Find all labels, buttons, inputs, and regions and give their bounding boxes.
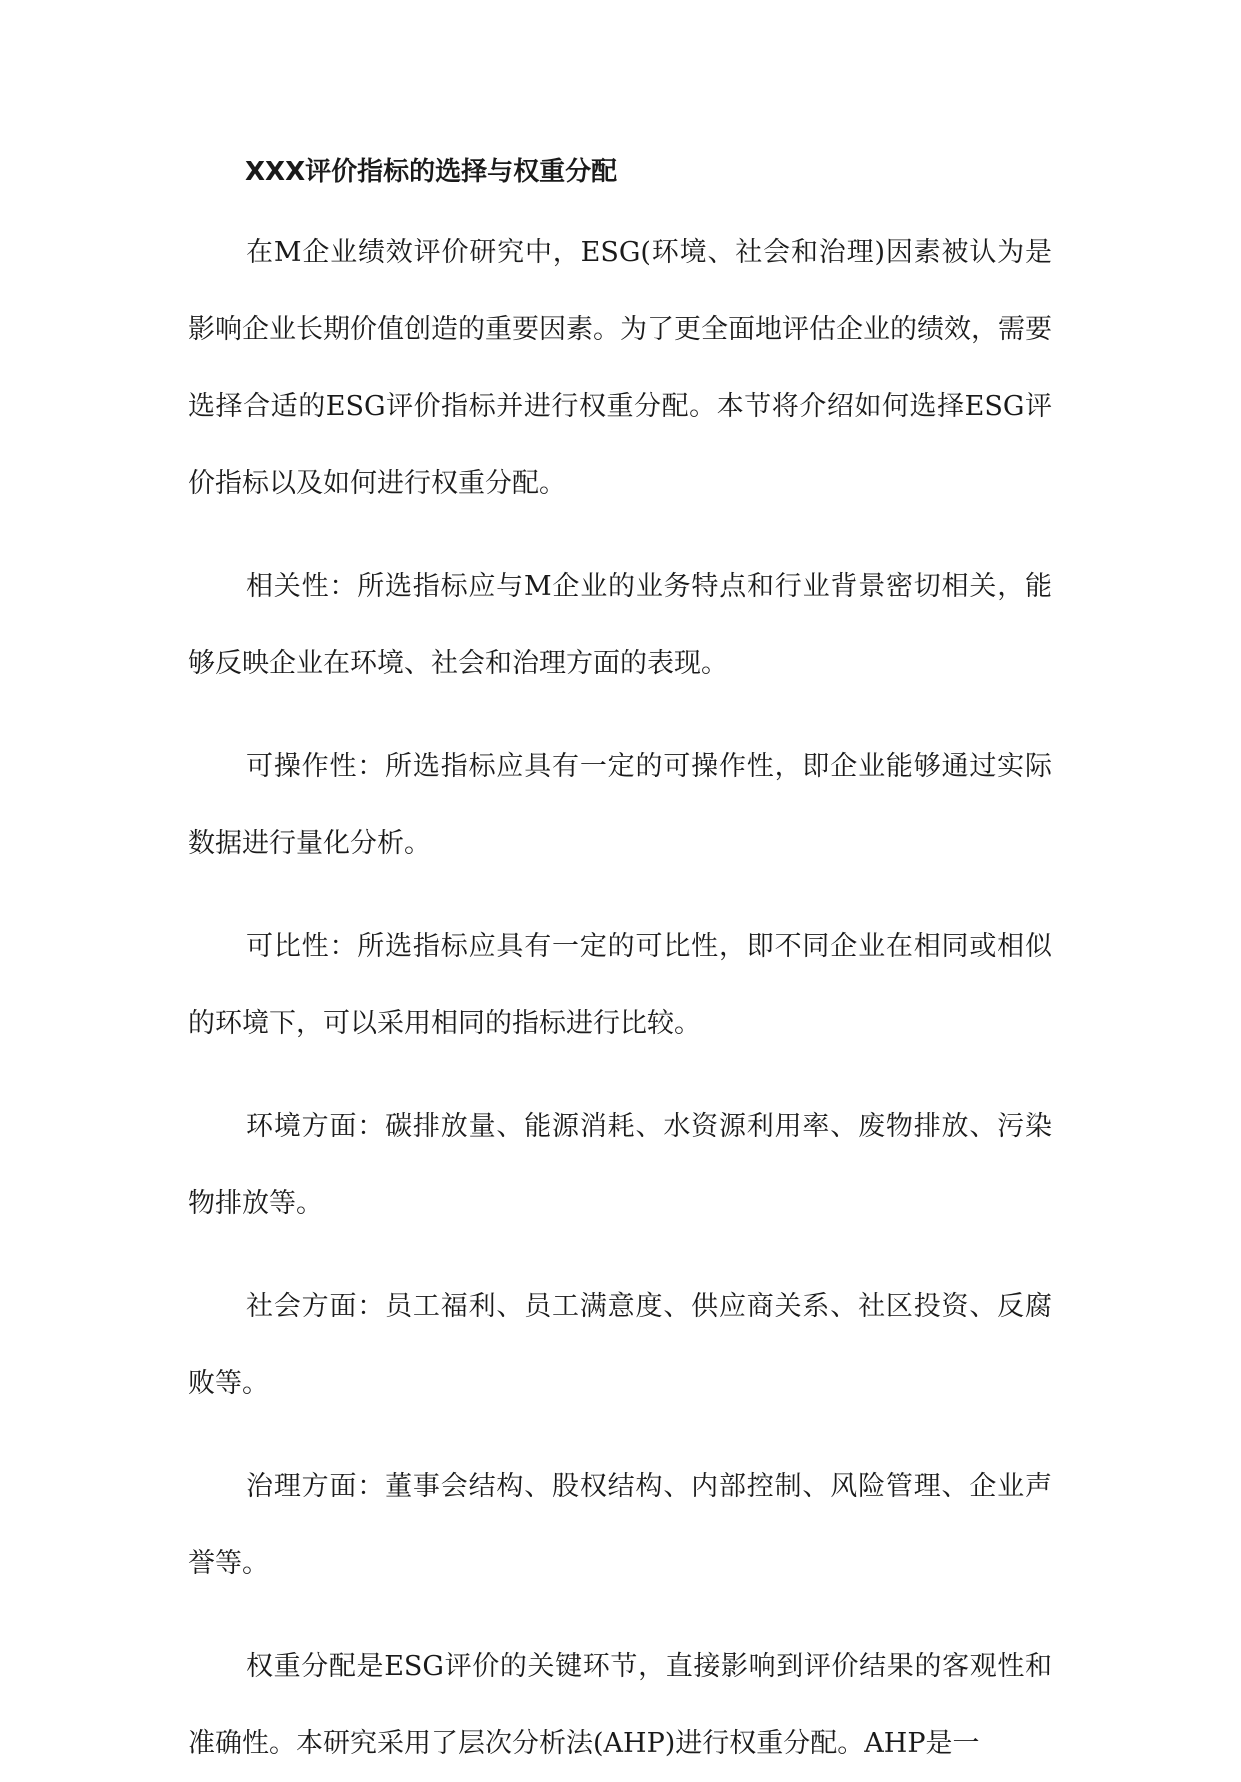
paragraph-relevance: 相关性：所选指标应与M企业的业务特点和行业背景密切相关，能够反映企业在环境、社会和治理方面的表现。 bbox=[188, 571, 1052, 679]
section-title: XXX评价指标的选择与权重分配 bbox=[245, 157, 618, 187]
paragraph-comparability: 可比性：所选指标应具有一定的可比性，即不同企业在相同或相似的环境下，可以采用相同的指标进行比较。 bbox=[188, 931, 1052, 1039]
document-body bbox=[188, 150, 1052, 1782]
paragraph-weighting: 权重分配是ESG评价的关键环节，直接影响到评价结果的客观性和准确性。本研究采用了层次分析法(AHP)进行权重分配。AHP是一 bbox=[188, 1651, 1052, 1759]
paragraph-intro: 在M企业绩效评价研究中，ESG(环境、社会和治理)因素被认为是影响企业长期价值创造的重要因素。为了更全面地评估企业的绩效，需要选择合适的ESG评价指标并进行权重分配。本节将介绍如何选择ESG评价指标以及如何进行权重分配。 bbox=[188, 237, 1052, 499]
paragraph-governance: 治理方面：董事会结构、股权结构、内部控制、风险管理、企业声誉等。 bbox=[188, 1471, 1052, 1579]
paragraph-environment: 环境方面：碳排放量、能源消耗、水资源利用率、废物排放、污染物排放等。 bbox=[188, 1111, 1052, 1219]
paragraph-operability: 可操作性：所选指标应具有一定的可操作性，即企业能够通过实际数据进行量化分析。 bbox=[188, 751, 1052, 859]
paragraph-social: 社会方面：员工福利、员工满意度、供应商关系、社区投资、反腐败等。 bbox=[188, 1291, 1052, 1399]
